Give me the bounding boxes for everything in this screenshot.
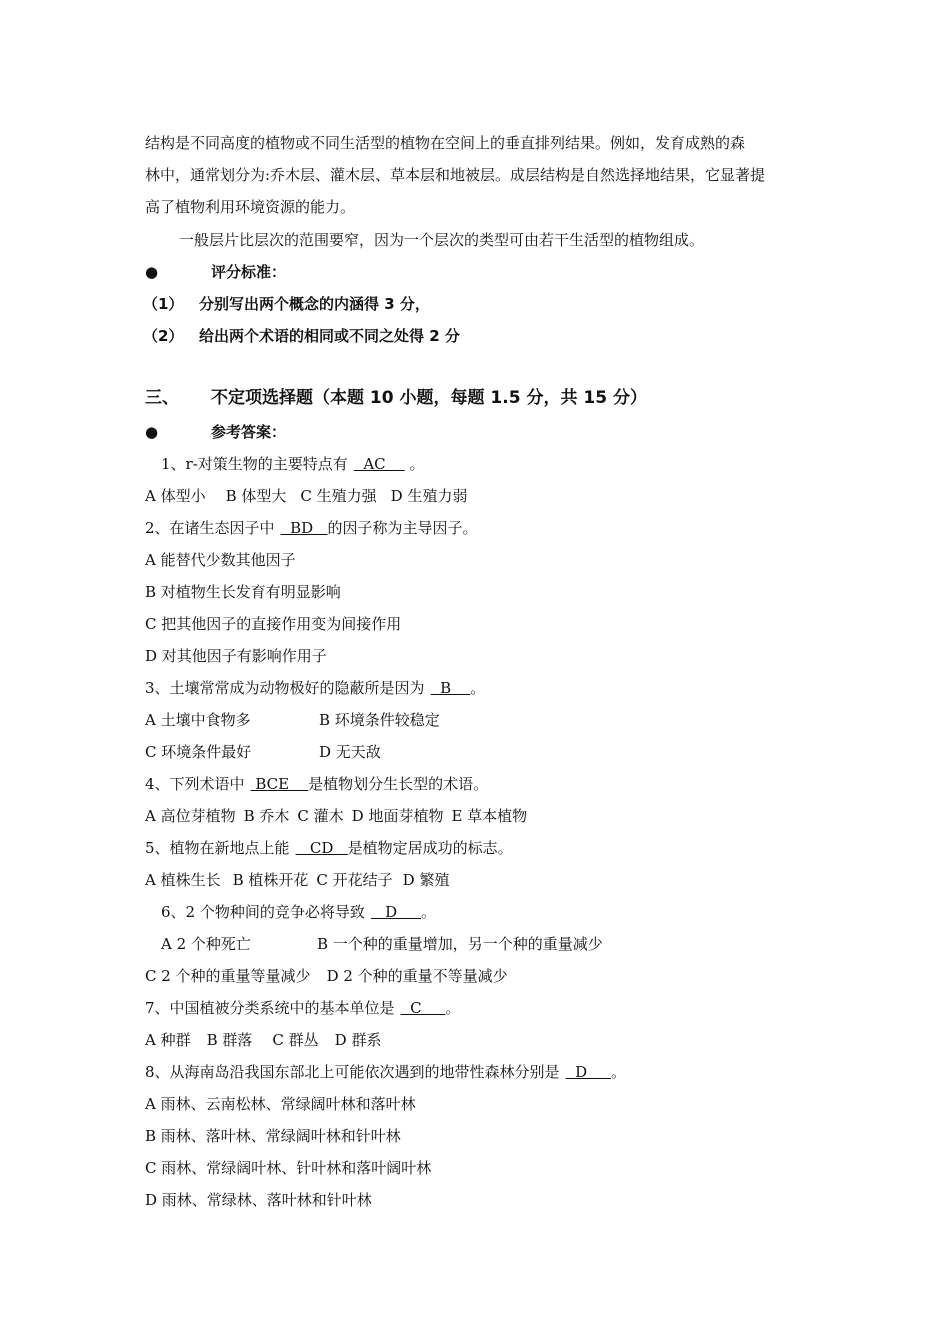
section-heading (145, 387, 647, 409)
option: A 雨林、云南松林、常绿阔叶林和落叶林 (145, 1095, 416, 1113)
question-text: 3、土壤常常成为动物极好的隐蔽所是因为 (145, 679, 425, 697)
question-text: 4、下列术语中 (145, 775, 245, 793)
option: A 植株生长 (145, 871, 221, 889)
question-text: 2、在诸生态因子中 (145, 519, 275, 537)
option: D 地面芽植物 (351, 807, 444, 825)
option: D 对其他因子有影响作用子 (145, 647, 327, 665)
question-suffix: 是植物定居成功的标志。 (347, 839, 513, 857)
bullet-icon: ● (145, 263, 159, 281)
section-number: 三、 (145, 388, 179, 408)
options-q7 (145, 1029, 381, 1051)
options-q5 (145, 869, 449, 891)
option: D 生殖力弱 (390, 487, 468, 505)
option: A 土壤中食物多 (145, 711, 251, 729)
question-text: 6、2 个物种间的竞争必将导致 (161, 903, 365, 921)
question-text: 5、植物在新地点上能 (145, 839, 290, 857)
option: C 把其他因子的直接作用变为间接作用 (145, 615, 402, 633)
scoring-item (143, 293, 430, 315)
answer-blank: AC (353, 455, 405, 473)
question-text: 7、中国植被分类系统中的基本单位是 (145, 999, 395, 1017)
question-text: 8、从海南岛沿我国东部北上可能依次遇到的地带性森林分别是 (145, 1063, 560, 1081)
item-text: 给出两个术语的相同或不同之处得 2 分 (199, 327, 460, 345)
option: A 能替代少数其他因子 (145, 551, 296, 569)
paragraph-line: 林中，通常划分为:乔木层、灌木层、草本层和地被层。成层结构是自然选择地结果，它显著提 (145, 166, 766, 184)
question-6 (161, 901, 436, 923)
option: C 生殖力强 (300, 487, 377, 505)
question-7 (145, 997, 460, 1019)
option: D 雨林、常绿林、落叶林和针叶林 (145, 1191, 372, 1209)
option: B 体型大 (225, 487, 287, 505)
options-q3 (145, 709, 440, 731)
question-suffix: 。 (470, 679, 486, 697)
question-suffix: 是植物划分生长型的术语。 (308, 775, 489, 793)
reference-title: 参考答案： (211, 423, 287, 441)
scoring-item (143, 325, 460, 347)
section-title: 不定项选择题（本题 10 小题，每题 1.5 分，共 15 分） (211, 388, 647, 408)
option: C 环境条件最好 (145, 743, 252, 761)
option: D 2 个种的重量不等量减少 (326, 967, 508, 985)
paragraph-line: 一般层片比层次的范围要窄，因为一个层次的类型可由若干生活型的植物组成。 (179, 231, 705, 249)
option: C 开花结子 (316, 871, 393, 889)
answer-blank: D (565, 1063, 611, 1081)
reference-heading (145, 421, 286, 443)
answer-blank: D (370, 903, 422, 921)
option: A 高位芽植物 (145, 807, 236, 825)
answer-blank: C (400, 999, 446, 1017)
options-q1 (145, 485, 467, 507)
question-suffix: 。 (404, 455, 425, 473)
option: B 一个种的重量增加，另一个种的重量减少 (317, 935, 603, 953)
option: B 雨林、落叶林、常绿阔叶林和针叶林 (145, 1127, 401, 1145)
option: B 环境条件较稳定 (319, 711, 440, 729)
option: D 无天敌 (319, 743, 381, 761)
option: C 群丛 (272, 1031, 319, 1049)
option: B 群落 (206, 1031, 253, 1049)
question-suffix: 的因子称为主导因子。 (327, 519, 478, 537)
paragraph-line: 高了植物利用环境资源的能力。 (145, 198, 356, 216)
item-number: （1） (143, 295, 184, 313)
option: C 雨林、常绿阔叶林、针叶林和落叶阔叶林 (145, 1159, 432, 1177)
question-8 (145, 1061, 626, 1083)
option: A 种群 (145, 1031, 191, 1049)
option: A 2 个种死亡 (161, 935, 251, 953)
scoring-heading (145, 261, 286, 283)
question-2 (145, 517, 477, 539)
options-q4 (145, 805, 527, 827)
answer-blank: CD (295, 839, 348, 857)
answer-blank: BCE (250, 775, 309, 793)
option: C 2 个种的重量等量减少 (145, 967, 311, 985)
option: D 繁殖 (402, 871, 450, 889)
question-3 (145, 677, 485, 699)
question-text: 1、r-对策生物的主要特点有 (161, 455, 348, 473)
option: B 植株开花 (232, 871, 309, 889)
paragraph-line: 结构是不同高度的植物或不同生活型的植物在空间上的垂直排列结果。例如，发育成熟的森 (145, 134, 746, 152)
option: C 灌木 (297, 807, 344, 825)
item-text: 分别写出两个概念的内涵得 3 分， (199, 295, 430, 313)
options-q6 (145, 965, 508, 987)
scoring-title: 评分标准： (211, 263, 287, 281)
option: E 草本植物 (451, 807, 528, 825)
question-5 (145, 837, 513, 859)
options-q6 (161, 933, 603, 955)
options-q3 (145, 741, 381, 763)
question-suffix: 。 (445, 999, 461, 1017)
answer-blank: B (430, 679, 471, 697)
question-1 (161, 453, 425, 475)
bullet-icon: ● (145, 423, 159, 441)
option: B 对植物生长发育有明显影响 (145, 583, 341, 601)
option: D 群系 (334, 1031, 382, 1049)
item-number: （2） (143, 327, 184, 345)
answer-blank: BD (280, 519, 328, 537)
question-suffix: 。 (421, 903, 437, 921)
option: B 乔木 (243, 807, 290, 825)
question-4 (145, 773, 488, 795)
question-suffix: 。 (610, 1063, 626, 1081)
option: A 体型小 (145, 487, 206, 505)
